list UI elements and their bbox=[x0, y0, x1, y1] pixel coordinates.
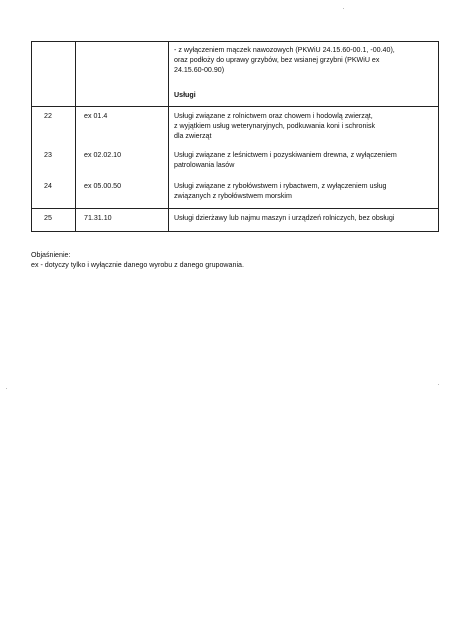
row-description-line: Usługi związane z rybołówstwem i rybactwem, z wyłączeniem usług bbox=[174, 182, 387, 190]
row-description-line: z wyjątkiem usług weterynaryjnych, podkuwania koni i schronisk bbox=[174, 122, 376, 130]
scan-speck bbox=[343, 8, 344, 9]
goods-services-table bbox=[31, 41, 439, 232]
row-description-line: Usługi związane z leśnictwem i pozyskiwaniem drewna, z wyłączeniem bbox=[174, 151, 397, 159]
row-number: 22 bbox=[44, 112, 52, 120]
row-divider-services bbox=[32, 106, 438, 107]
continuation-line: - z wyłączeniem mączek nawozowych (PKWiU 24.15.60-00.1, -00.40), bbox=[174, 46, 395, 54]
scan-speck bbox=[6, 388, 7, 389]
row-code: 71.31.10 bbox=[84, 214, 112, 222]
row-description-line: patrolowania lasów bbox=[174, 161, 235, 169]
row-number: 23 bbox=[44, 151, 52, 159]
notes-line: ex - dotyczy tylko i wyłącznie danego wyrobu z danego grupowania. bbox=[31, 261, 244, 269]
continuation-line: 24.15.60-00.90) bbox=[174, 66, 225, 74]
section-heading: Usługi bbox=[174, 91, 196, 99]
notes-heading: Objaśnienie: bbox=[31, 251, 71, 259]
row-code: ex 02.02.10 bbox=[84, 151, 122, 159]
row-number: 24 bbox=[44, 182, 52, 190]
row-description-line: dla zwierząt bbox=[174, 132, 212, 140]
column-divider-code bbox=[168, 42, 169, 231]
row-number: 25 bbox=[44, 214, 52, 222]
continuation-line: oraz podłoży do uprawy grzybów, bez wsianej grzybni (PKWiU ex bbox=[174, 56, 380, 64]
row-description-line: Usługi dzierżawy lub najmu maszyn i urządzeń rolniczych, bez obsługi bbox=[174, 214, 395, 222]
row-divider-last bbox=[32, 208, 438, 209]
scan-speck bbox=[438, 384, 439, 385]
row-code: ex 01.4 bbox=[84, 112, 108, 120]
row-description-line: związanych z rybołówstwem morskim bbox=[174, 192, 292, 200]
row-description-line: Usługi związane z rolnictwem oraz chowem i hodowlą zwierząt, bbox=[174, 112, 373, 120]
column-divider-no bbox=[75, 42, 76, 231]
row-code: ex 05.00.50 bbox=[84, 182, 122, 190]
